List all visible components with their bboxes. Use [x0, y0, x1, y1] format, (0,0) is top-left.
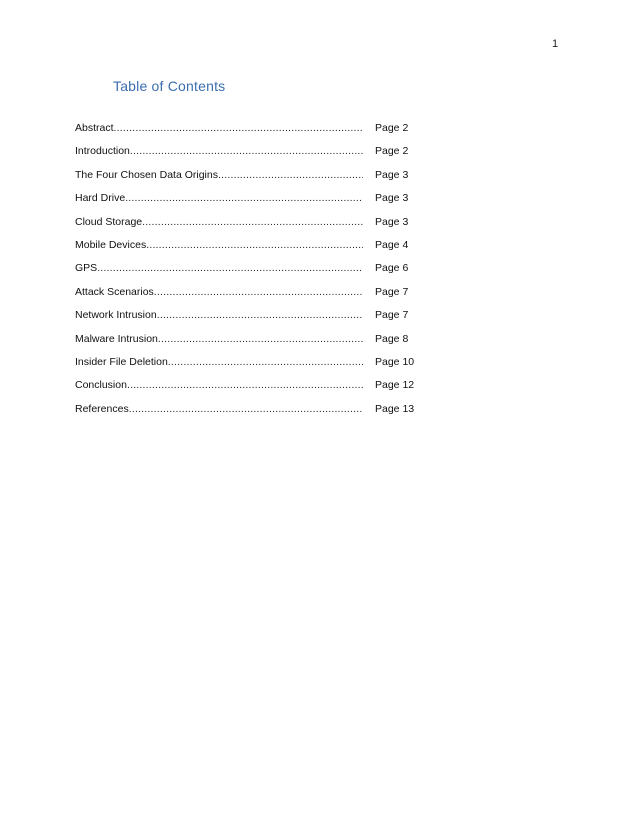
toc-entry-label: Introduction ..... — [75, 143, 363, 159]
toc-entry-page: Page 2 — [375, 122, 409, 134]
toc-entry[interactable] — [75, 354, 420, 377]
toc-entry[interactable] — [75, 401, 420, 424]
toc-entry-label: Insider File Deletion ..... — [75, 354, 363, 370]
toc-entry-page: Page 10 — [375, 355, 415, 368]
toc-entry[interactable] — [75, 190, 420, 213]
toc-entry[interactable] — [75, 377, 420, 400]
page-number: 1 — [552, 38, 559, 50]
toc-entry-label: Attack Scenarios ..... — [75, 284, 363, 300]
toc-entry-page: Page 3 — [375, 192, 409, 205]
toc-entry[interactable] — [75, 143, 420, 166]
toc-entry[interactable] — [75, 120, 420, 143]
toc-entry-page: Page 7 — [375, 285, 409, 298]
toc-entry-page: Page 3 — [375, 168, 409, 181]
toc-entry[interactable] — [75, 167, 420, 190]
toc-entry-label: The Four Chosen Data Origins ..... — [75, 167, 363, 183]
toc-entry-label: Conclusion ..... — [75, 377, 363, 393]
toc-entry[interactable] — [75, 260, 420, 283]
toc-entry-label: Cloud Storage ..... — [75, 214, 363, 230]
toc-entry-label: Malware Intrusion ..... — [75, 331, 363, 347]
toc-entry-page: Page 4 — [375, 238, 409, 251]
toc-entry-label: Abstract ..... — [75, 120, 363, 136]
toc-entry-page: Page 12 — [375, 379, 415, 392]
toc-entry[interactable] — [75, 331, 420, 354]
toc-entry[interactable] — [75, 307, 420, 330]
toc-entry-label: Hard Drive ..... — [75, 190, 363, 206]
toc-list — [75, 120, 420, 424]
toc-entry[interactable] — [75, 284, 420, 307]
toc-entry[interactable] — [75, 214, 420, 237]
toc-entry[interactable] — [75, 237, 420, 260]
toc-entry-page: Page 6 — [375, 262, 409, 275]
toc-title: Table of Contents — [113, 78, 226, 94]
toc-entry-page: Page 7 — [375, 309, 409, 322]
toc-entry-label: Mobile Devices ..... — [75, 237, 363, 253]
toc-entry-label: References ..... — [75, 401, 363, 417]
toc-entry-page: Page 3 — [375, 215, 409, 228]
toc-entry-page: Page 2 — [375, 145, 409, 158]
toc-entry-label: Network Intrusion ..... — [75, 307, 363, 323]
toc-entry-page: Page 13 — [375, 402, 415, 415]
toc-entry-label: GPS ..... — [75, 260, 363, 276]
toc-entry-page: Page 8 — [375, 332, 409, 345]
